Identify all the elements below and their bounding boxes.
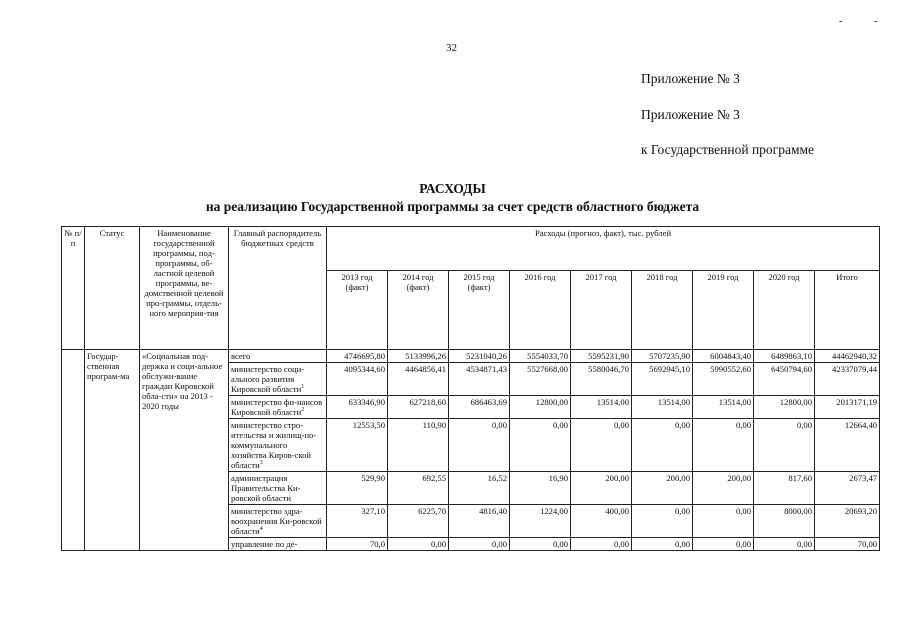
manager-name: управление по де- — [231, 539, 298, 549]
total-value-cell: 42337079,44 — [815, 363, 880, 396]
table-row — [62, 350, 880, 363]
row-number-cell — [62, 350, 85, 551]
year-value-cell: 0,00 — [693, 505, 754, 538]
appendix-label: Приложение № 3 — [641, 71, 740, 86]
total-value-cell: 2673,47 — [815, 472, 880, 505]
year-value-cell: 0,00 — [449, 538, 510, 551]
manager-cell — [229, 350, 327, 363]
total-value-cell: 44462940,32 — [815, 350, 880, 363]
manager-name: министерство фи-нансов Кировской области — [231, 397, 323, 417]
header-row — [62, 227, 880, 271]
manager-name: всего — [231, 351, 251, 361]
year-value-cell: 0,00 — [571, 538, 632, 551]
manager-name: министерство соци-ального развития Кировской области — [231, 364, 305, 394]
year-value-cell: 200,00 — [632, 472, 693, 505]
header-year: 2015 год (факт) — [449, 271, 510, 350]
year-value-cell: 0,00 — [571, 419, 632, 472]
year-value-cell: 5990552,60 — [693, 363, 754, 396]
header-num: № п/п — [62, 227, 85, 350]
year-value-cell: 0,00 — [510, 419, 571, 472]
header-year: 2020 год — [754, 271, 815, 350]
year-value-cell: 817,60 — [754, 472, 815, 505]
manager-name: министерство стро-ительства и жилищ-но-коммунального хозяйства Киров-ской области — [231, 420, 317, 470]
year-value-cell: 5580046,70 — [571, 363, 632, 396]
year-value-cell: 200,00 — [571, 472, 632, 505]
year-value-cell: 6225,70 — [388, 505, 449, 538]
manager-cell — [229, 396, 327, 419]
year-value-cell: 13514,00 — [571, 396, 632, 419]
header-year: 2013 год (факт) — [327, 271, 388, 350]
year-value-cell: 0,00 — [388, 538, 449, 551]
year-value-cell: 5231040,26 — [449, 350, 510, 363]
year-value-cell: 0,00 — [449, 419, 510, 472]
header-year: 2018 год — [632, 271, 693, 350]
document-title: РАСХОДЫ — [419, 181, 486, 196]
year-value-cell: 5692945,10 — [632, 363, 693, 396]
year-value-cell: 5133996,26 — [388, 350, 449, 363]
year-value-cell: 327,10 — [327, 505, 388, 538]
footnote-marker: 1 — [301, 384, 305, 391]
year-value-cell: 13514,00 — [632, 396, 693, 419]
header-year: 2019 год — [693, 271, 754, 350]
corner-mark: - — [839, 16, 843, 27]
header-total: Итого — [815, 271, 880, 350]
year-value-cell: 0,00 — [632, 505, 693, 538]
document-subtitle: на реализацию Государственной программы за счет средств областного бюджета — [205, 199, 700, 214]
year-value-cell: 633346,90 — [327, 396, 388, 419]
year-value-cell: 0,00 — [510, 538, 571, 551]
expenses-table — [61, 226, 880, 551]
year-value-cell: 0,00 — [754, 419, 815, 472]
year-value-cell: 0,00 — [632, 419, 693, 472]
header-name: Наименование государственной программы, под-программы, об-ластной целевой программы, ве-домственной целевой про-граммы, отдель-ного мероприя-тия — [140, 227, 229, 350]
year-value-cell: 4816,40 — [449, 505, 510, 538]
year-value-cell: 5595231,90 — [571, 350, 632, 363]
footnote-marker: 2 — [301, 407, 305, 414]
footnote-marker: 3 — [259, 460, 263, 467]
year-value-cell: 12553,50 — [327, 419, 388, 472]
program-name: «Социальная под-держка и соци-альное обслужи-вание граждан Кировской обла-сти» на 2013 - 2020 годы — [140, 350, 229, 551]
total-value-cell: 20693,20 — [815, 505, 880, 538]
year-value-cell: 4534871,43 — [449, 363, 510, 396]
year-value-cell: 6004843,40 — [693, 350, 754, 363]
total-value-cell: 12664,40 — [815, 419, 880, 472]
year-value-cell: 5527668,00 — [510, 363, 571, 396]
year-value-cell: 13514,00 — [693, 396, 754, 419]
year-value-cell: 6450794,60 — [754, 363, 815, 396]
year-value-cell: 0,00 — [693, 538, 754, 551]
header-year: 2014 год (факт) — [388, 271, 449, 350]
year-value-cell: 0,00 — [693, 419, 754, 472]
year-value-cell: 400,00 — [571, 505, 632, 538]
year-value-cell: 16,90 — [510, 472, 571, 505]
manager-name: администрация Правительства Ки-ровской области — [231, 473, 301, 503]
footnote-marker: 4 — [259, 526, 263, 533]
manager-cell — [229, 538, 327, 551]
appendix-label: Приложение № 3 — [641, 107, 740, 122]
manager-cell — [229, 419, 327, 472]
year-value-cell: 16,52 — [449, 472, 510, 505]
header-year: 2016 год — [510, 271, 571, 350]
year-value-cell: 5554033,70 — [510, 350, 571, 363]
total-value-cell: 70,00 — [815, 538, 880, 551]
header-year: 2017 год — [571, 271, 632, 350]
header-status: Статус — [85, 227, 140, 350]
program-status: Государ-ственная програм-ма — [85, 350, 140, 551]
year-value-cell: 0,00 — [754, 538, 815, 551]
year-value-cell: 4095344,60 — [327, 363, 388, 396]
manager-cell — [229, 472, 327, 505]
year-value-cell: 8000,00 — [754, 505, 815, 538]
corner-mark: - — [874, 16, 878, 27]
year-value-cell: 1224,00 — [510, 505, 571, 538]
manager-name: министерство здра-воохранения Ки-ровской области — [231, 506, 322, 536]
year-value-cell: 692,55 — [388, 472, 449, 505]
year-value-cell: 12800,00 — [510, 396, 571, 419]
header-manager: Главный распорядитель бюджетных средств — [229, 227, 327, 350]
year-value-cell: 529,90 — [327, 472, 388, 505]
year-value-cell: 4464856,41 — [388, 363, 449, 396]
year-value-cell: 5707235,90 — [632, 350, 693, 363]
appendix-subtitle: к Государственной программе — [641, 142, 815, 157]
year-value-cell: 110,90 — [388, 419, 449, 472]
year-value-cell: 627218,60 — [388, 396, 449, 419]
year-value-cell: 70,0 — [327, 538, 388, 551]
year-value-cell: 200,00 — [693, 472, 754, 505]
header-expenses: Расходы (прогноз, факт), тыс. рублей — [327, 227, 880, 271]
year-value-cell: 6489863,10 — [754, 350, 815, 363]
year-value-cell: 12800,00 — [754, 396, 815, 419]
page-number: 32 — [446, 42, 457, 54]
total-value-cell: 2013171,19 — [815, 396, 880, 419]
year-value-cell: 686463,69 — [449, 396, 510, 419]
manager-cell — [229, 363, 327, 396]
year-value-cell: 0,00 — [632, 538, 693, 551]
manager-cell — [229, 505, 327, 538]
year-value-cell: 4746695,80 — [327, 350, 388, 363]
table-body — [62, 350, 880, 551]
